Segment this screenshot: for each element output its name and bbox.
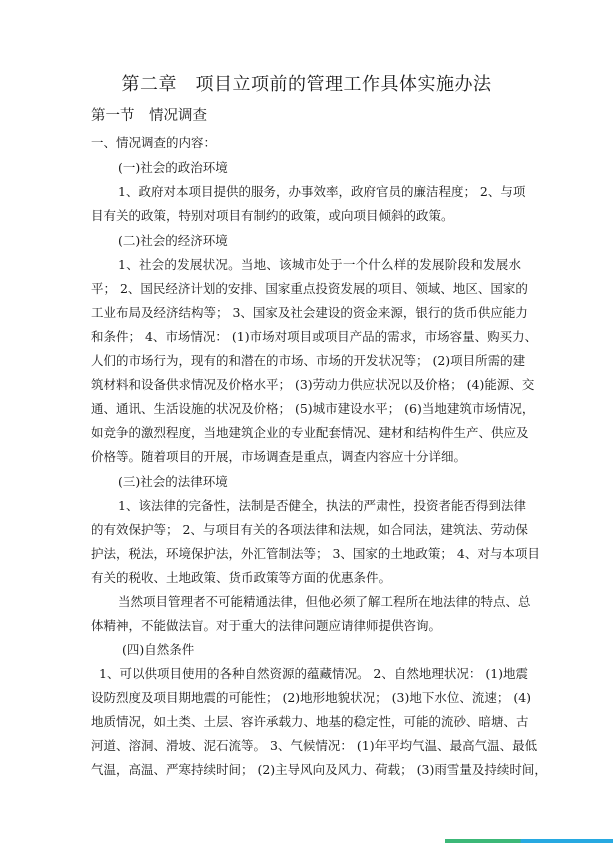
paragraph-line: 护法，税法，环境保护法，外汇管制法等； 3、国家的土地政策； 4、对与本项目 [91, 546, 540, 561]
paragraph-line: 和条件； 4、市场情况： (1)市场对项目或项目产品的需求，市场容量、购买力、 [91, 329, 538, 344]
chapter-title: 第二章 项目立项前的管理工作具体实施办法 [121, 74, 492, 95]
paragraph-line: 价格等。随着项目的开展，市场调查是重点，调查内容应十分详细。 [91, 449, 467, 464]
bottom-color-strip [445, 839, 613, 843]
paragraph-line: 有关的税收、土地政策、货币政策等方面的优惠条件。 [91, 570, 392, 585]
paragraph-line: 河道、溶洞、滑坡、泥石流等。 3、气候情况： (1)年平均气温、最高气温、最低 [91, 738, 538, 753]
paragraph-line: 目有关的政策，特别对项目有制约的政策，或向项目倾斜的政策。 [91, 208, 454, 223]
paragraph-line: 1、该法律的完备性，法制是否健全，执法的严肃性，投资者能否得到法律 [118, 498, 526, 513]
content-heading: 一、情况调查的内容： [91, 135, 217, 150]
subsection-heading: (一)社会的政治环境 [118, 160, 228, 175]
paragraph-line: 1、可以供项目使用的各种自然资源的蕴藏情况。 2、自然地理状况： (1)地震 [99, 666, 529, 681]
paragraph-line: 体精神，不能做法盲。对于重大的法律问题应请律师提供咨询。 [91, 618, 442, 633]
paragraph-line: 设防烈度及项目期地震的可能性； (2)地形地貌状况； (3)地下水位、流速； (4) [91, 690, 532, 705]
subsection-heading: (三)社会的法律环境 [118, 474, 228, 489]
subsection-heading: (四)自然条件 [122, 642, 195, 657]
paragraph-line: 工业布局及经济结构等； 3、国家及社会建设的资金来源，银行的货币供应能力 [91, 305, 528, 320]
paragraph-line: 1、政府对本项目提供的服务，办事效率，政府官员的廉洁程度； 2、与项 [118, 184, 526, 199]
section-title: 第一节 情况调查 [91, 108, 207, 124]
paragraph-line: 气温，高温、严寒持续时间； (2)主导风向及风力、荷载； (3)雨雪量及持续时间， [91, 762, 547, 777]
paragraph-line: 地质情况，如土类、土层、容许承载力、地基的稳定性，可能的流砂、暗塘、古 [91, 714, 529, 729]
paragraph-line: 筑材料和设备供求情况及价格水平； (3)劳动力供应状况以及价格； (4)能源、交 [91, 377, 535, 392]
subsection-heading: (二)社会的经济环境 [118, 233, 228, 248]
paragraph-line: 如竞争的激烈程度，当地建筑企业的专业配套情况、建材和结构件生产、供应及 [91, 425, 529, 440]
paragraph-line: 通、通讯、生活设施的状况及价格； (5)城市建设水平； (6)当地建筑市场情况， [91, 401, 535, 416]
paragraph-line: 平； 2、国民经济计划的安排、国家重点投资发展的项目、领域、地区、国家的 [91, 281, 528, 296]
paragraph-line: 1、社会的发展状况。当地、该城市处于一个什么样的发展阶段和发展水 [118, 257, 521, 272]
paragraph-line: 人们的市场行为，现有的和潜在的市场、市场的开发状况等； (2)项目所需的建 [91, 353, 526, 368]
paragraph-line: 的有效保护等； 2、与项目有关的各项法律和法规，如合同法，建筑法、劳动保 [91, 522, 528, 537]
paragraph-line: 当然项目管理者不可能精通法律，但他必须了解工程所在地法律的特点、总 [118, 594, 531, 609]
